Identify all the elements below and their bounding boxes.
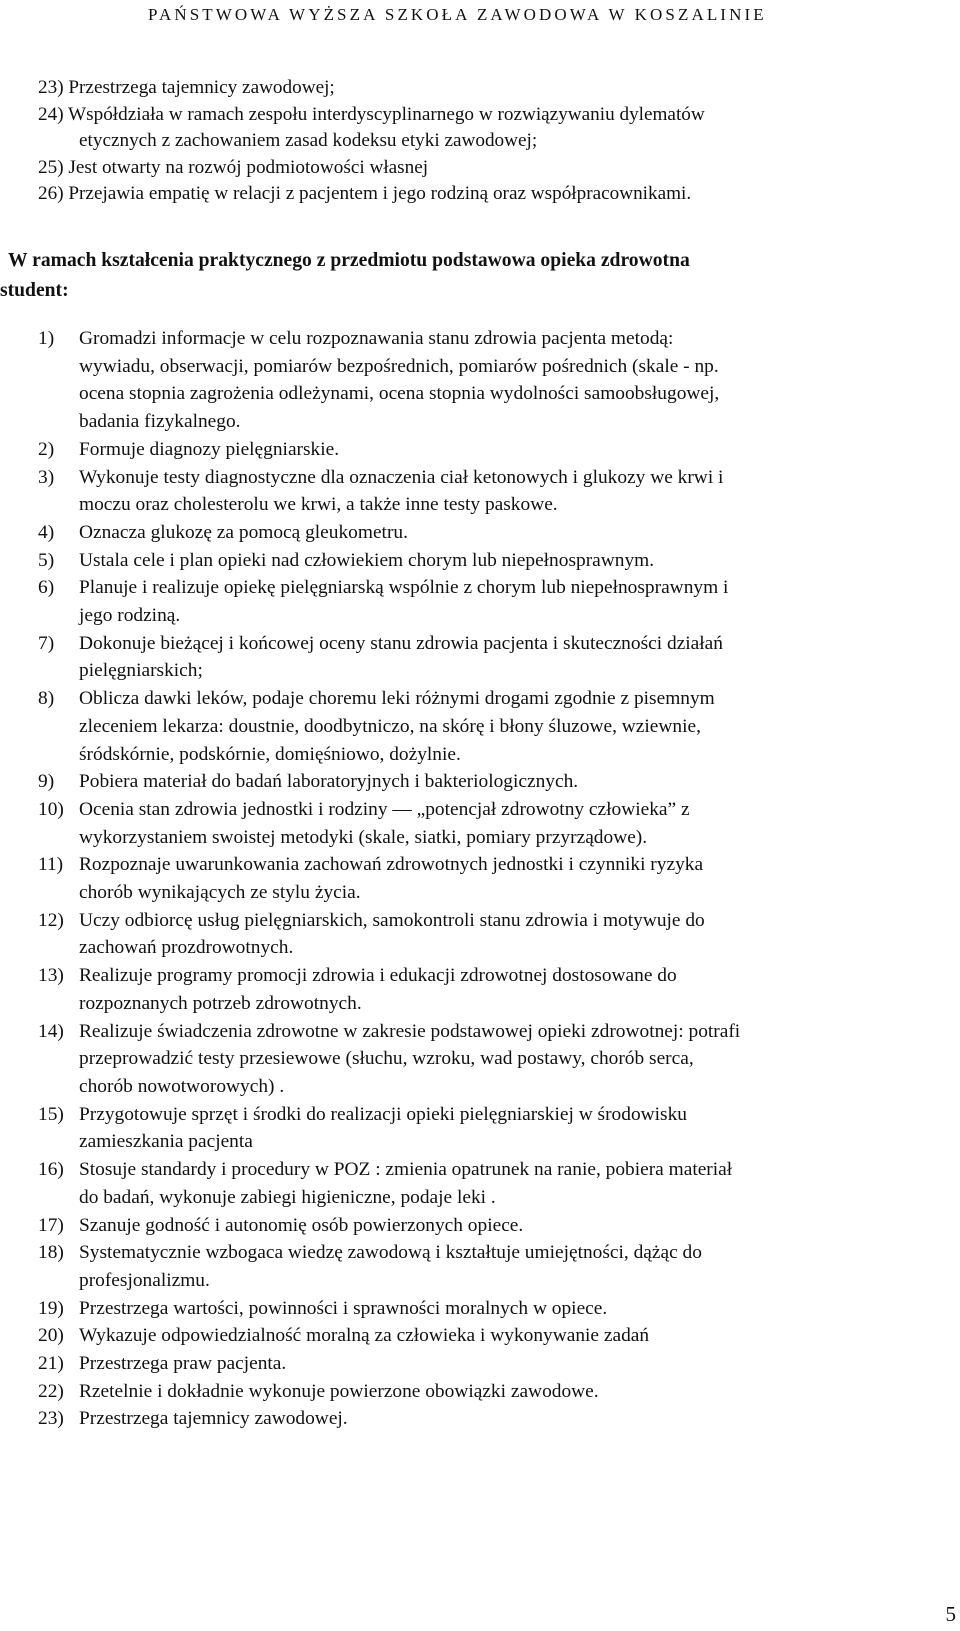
list-item-number: 12) xyxy=(38,909,64,931)
list-item-text xyxy=(79,1101,908,1156)
list-item-text: Przejawia empatię w relacji z pacjentem i jego rodziną oraz współpracownikami. xyxy=(68,183,692,204)
list-item-text xyxy=(79,1239,908,1294)
list-item xyxy=(38,1405,908,1433)
list-item-number: 21) xyxy=(38,1353,64,1375)
list-item-line: chorób wynikających ze stylu życia. xyxy=(79,882,361,904)
list-item-line: chorób nowotworowych) . xyxy=(79,1075,285,1097)
list-item-text xyxy=(79,547,908,575)
list-item-text: Współdziała w ramach zespołu interdyscyplinarnego w rozwiązywaniu dylematów xyxy=(68,103,705,125)
list-item-text xyxy=(79,630,908,685)
list-item xyxy=(38,1322,908,1350)
list-item xyxy=(38,102,705,155)
list-item-text: etycznych z zachowaniem zasad kodeksu etyki zawodowej; xyxy=(79,130,538,151)
list-item-line: badania fizykalnego. xyxy=(79,411,241,433)
list-item-line: Rzetelnie i dokładnie wykonuje powierzone obowiązki zawodowe. xyxy=(79,1380,599,1402)
list-item-line: Przygotowuje sprzęt i środki do realizacji opieki pielęgniarskiej w środowisku xyxy=(79,1103,687,1125)
list-item-number: 25) xyxy=(38,156,64,178)
list-item-number: 3) xyxy=(38,466,55,488)
list-item-line: zamieszkania pacjenta xyxy=(79,1131,253,1153)
list-item-number: 2) xyxy=(38,438,55,460)
list-item-line: Stosuje standardy i procedury w POZ : zmienia opatrunek na ranie, pobiera materiał xyxy=(79,1159,733,1181)
list-item xyxy=(38,325,908,436)
list-item xyxy=(38,181,705,208)
page-number: 5 xyxy=(945,1602,956,1626)
list-item-text xyxy=(79,851,908,906)
list-item-number: 26) xyxy=(38,183,64,204)
list-item-line: jego rodziną. xyxy=(79,605,181,627)
list-item-number: 17) xyxy=(38,1214,64,1236)
list-item-number: 22) xyxy=(38,1380,64,1402)
list-item xyxy=(38,1101,908,1156)
list-item xyxy=(38,155,705,182)
section-heading xyxy=(0,246,900,306)
list-item xyxy=(38,1018,908,1101)
list-item-line: ocena stopnia zagrożenia odleżynami, ocena stopnia wydolności samoobsługowej, xyxy=(79,383,720,405)
list-item-line: Gromadzi informacje w celu rozpoznawania stanu zdrowia pacjenta metodą: xyxy=(79,328,674,349)
list-item xyxy=(38,574,908,629)
list-item xyxy=(38,1239,908,1294)
list-item-text xyxy=(79,768,908,796)
list-item-line: Wykazuje odpowiedzialność moralną za człowieka i wykonywanie zadań xyxy=(79,1325,650,1347)
list-item xyxy=(38,630,908,685)
list-item-line: pielęgniarskich; xyxy=(79,660,203,682)
list-item xyxy=(38,796,908,851)
list-item xyxy=(38,1378,908,1406)
list-item-line: Przestrzega praw pacjenta. xyxy=(79,1353,287,1375)
list-item-number: 13) xyxy=(38,965,64,987)
list-item-text xyxy=(79,685,908,768)
list-item-line: zleceniem lekarza: doustnie, doodbytniczo, na skórę i błony śluzowe, wziewnie, xyxy=(79,715,701,737)
list-item-line: wywiadu, obserwacji, pomiarów bezpośrednich, pomiarów pośrednich (skale - np. xyxy=(79,355,719,377)
list-item-line: Ocenia stan zdrowia jednostki i rodziny ― „potencjał zdrowotny człowieka” z xyxy=(79,798,690,820)
list-item-number: 19) xyxy=(38,1297,64,1319)
list-item-line: przeprowadzić testy przesiewowe (słuchu, wzroku, wad postawy, chorób serca, xyxy=(79,1048,694,1070)
list-item-number: 9) xyxy=(38,771,55,793)
list-item-number: 20) xyxy=(38,1325,64,1347)
list-item xyxy=(38,464,908,519)
list-item xyxy=(38,768,908,796)
list-item-number: 23) xyxy=(38,77,64,98)
list-item-number: 11) xyxy=(38,854,64,876)
list-item-text xyxy=(79,574,908,629)
list-item xyxy=(38,685,908,768)
list-item-number: 5) xyxy=(38,549,55,571)
list-item-text xyxy=(79,1350,908,1378)
list-item-line: Przestrzega wartości, powinności i sprawności moralnych w opiece. xyxy=(79,1297,608,1319)
list-item-text xyxy=(79,464,908,519)
list-item-line: zachowań prozdrowotnych. xyxy=(79,937,294,959)
list-item-line: śródskórnie, podskórnie, domięśniowo, dożylnie. xyxy=(79,743,461,765)
list-item-number: 18) xyxy=(38,1242,64,1264)
list-item-number: 7) xyxy=(38,632,55,654)
list-item xyxy=(38,519,908,547)
list-item-line: Oblicza dawki leków, podaje choremu leki różnymi drogami zgodnie z pisemnym xyxy=(79,688,715,710)
list-item-text xyxy=(79,796,908,851)
list-item-line: Uczy odbiorcę usług pielęgniarskich, samokontroli stanu zdrowia i motywuje do xyxy=(79,909,705,931)
list-item xyxy=(38,1295,908,1323)
list-item xyxy=(38,907,908,962)
list-item-text xyxy=(79,1405,908,1433)
list-item-text xyxy=(79,907,908,962)
list-item-line: Realizuje programy promocji zdrowia i edukacji zdrowotnej dostosowane do xyxy=(79,965,677,987)
list-item-text xyxy=(79,325,908,436)
list-item-text xyxy=(79,1322,908,1350)
list-item-line: Planuje i realizuje opiekę pielęgniarską wspólnie z chorym lub niepełnosprawnym i xyxy=(79,577,729,599)
list-item-text: Przestrzega tajemnicy zawodowej; xyxy=(68,77,335,98)
list-item-line: profesjonalizmu. xyxy=(79,1269,210,1291)
list-item-text xyxy=(79,1295,908,1323)
list-item-number: 4) xyxy=(38,521,55,543)
list-item-line: Dokonuje bieżącej i końcowej oceny stanu zdrowia pacjenta i skuteczności działań xyxy=(79,632,723,654)
list-item-line: Realizuje świadczenia zdrowotne w zakresie podstawowej opieki zdrowotnej: potrafi xyxy=(79,1020,741,1042)
section-heading-line-1: W ramach kształcenia praktycznego z przedmiotu podstawowa opieka zdrowotna xyxy=(8,250,690,271)
list-item-number: 24) xyxy=(38,103,64,125)
list-item-number: 16) xyxy=(38,1159,64,1181)
section-heading-line-2: student: xyxy=(0,280,69,301)
list-item xyxy=(38,436,908,464)
practical-training-list xyxy=(38,325,908,1433)
list-item-text xyxy=(79,1018,908,1101)
list-item-line: Wykonuje testy diagnostyczne dla oznaczenia ciał ketonowych i glukozy we krwi i xyxy=(79,466,724,488)
list-item-line: Pobiera materiał do badań laboratoryjnych i bakteriologicznych. xyxy=(79,771,579,793)
list-item-line: moczu oraz cholesterolu we krwi, a także inne testy paskowe. xyxy=(79,494,558,516)
list-item-line: Ustala cele i plan opieki nad człowiekiem chorym lub niepełnosprawnym. xyxy=(79,549,655,571)
list-item-line: rozpoznanych potrzeb zdrowotnych. xyxy=(79,992,362,1014)
list-item xyxy=(38,547,908,575)
list-item-line: do badań, wykonuje zabiegi higieniczne, podaje leki . xyxy=(79,1186,496,1208)
list-item-number: 10) xyxy=(38,798,64,820)
list-item-text: Jest otwarty na rozwój podmiotowości własnej xyxy=(68,156,429,178)
list-item xyxy=(38,1212,908,1240)
list-item-line: Systematycznie wzbogaca wiedzę zawodową i kształtuje umiejętności, dążąc do xyxy=(79,1242,702,1264)
competency-list-continued xyxy=(38,75,705,208)
list-item-text xyxy=(79,436,908,464)
list-item-line: Szanuje godność i autonomię osób powierzonych opiece. xyxy=(79,1214,524,1236)
list-item xyxy=(38,1350,908,1378)
list-item-number: 8) xyxy=(38,688,55,710)
list-item-number: 14) xyxy=(38,1020,64,1042)
list-item-line: Rozpoznaje uwarunkowania zachowań zdrowotnych jednostki i czynniki ryzyka xyxy=(79,854,704,876)
list-item xyxy=(38,75,705,102)
list-item xyxy=(38,851,908,906)
list-item-line: wykorzystaniem swoistej metodyki (skale, siatki, pomiary przyrządowe). xyxy=(79,826,648,848)
page-header: PAŃSTWOWA WYŻSZA SZKOŁA ZAWODOWA W KOSZALINIE xyxy=(148,5,767,24)
list-item xyxy=(38,962,908,1017)
list-item-text xyxy=(79,1156,908,1211)
list-item-number: 1) xyxy=(38,328,55,349)
list-item-number: 6) xyxy=(38,577,55,599)
list-item-line: Formuje diagnozy pielęgniarskie. xyxy=(79,438,340,460)
list-item-number: 23) xyxy=(38,1408,64,1430)
list-item-text xyxy=(79,1212,908,1240)
list-item-line: Przestrzega tajemnicy zawodowej. xyxy=(79,1408,348,1430)
list-item-text xyxy=(79,1378,908,1406)
list-item-text xyxy=(79,519,908,547)
list-item-number: 15) xyxy=(38,1103,64,1125)
list-item xyxy=(38,1156,908,1211)
list-item-text xyxy=(79,962,908,1017)
list-item-line: Oznacza glukozę za pomocą gleukometru. xyxy=(79,521,408,543)
